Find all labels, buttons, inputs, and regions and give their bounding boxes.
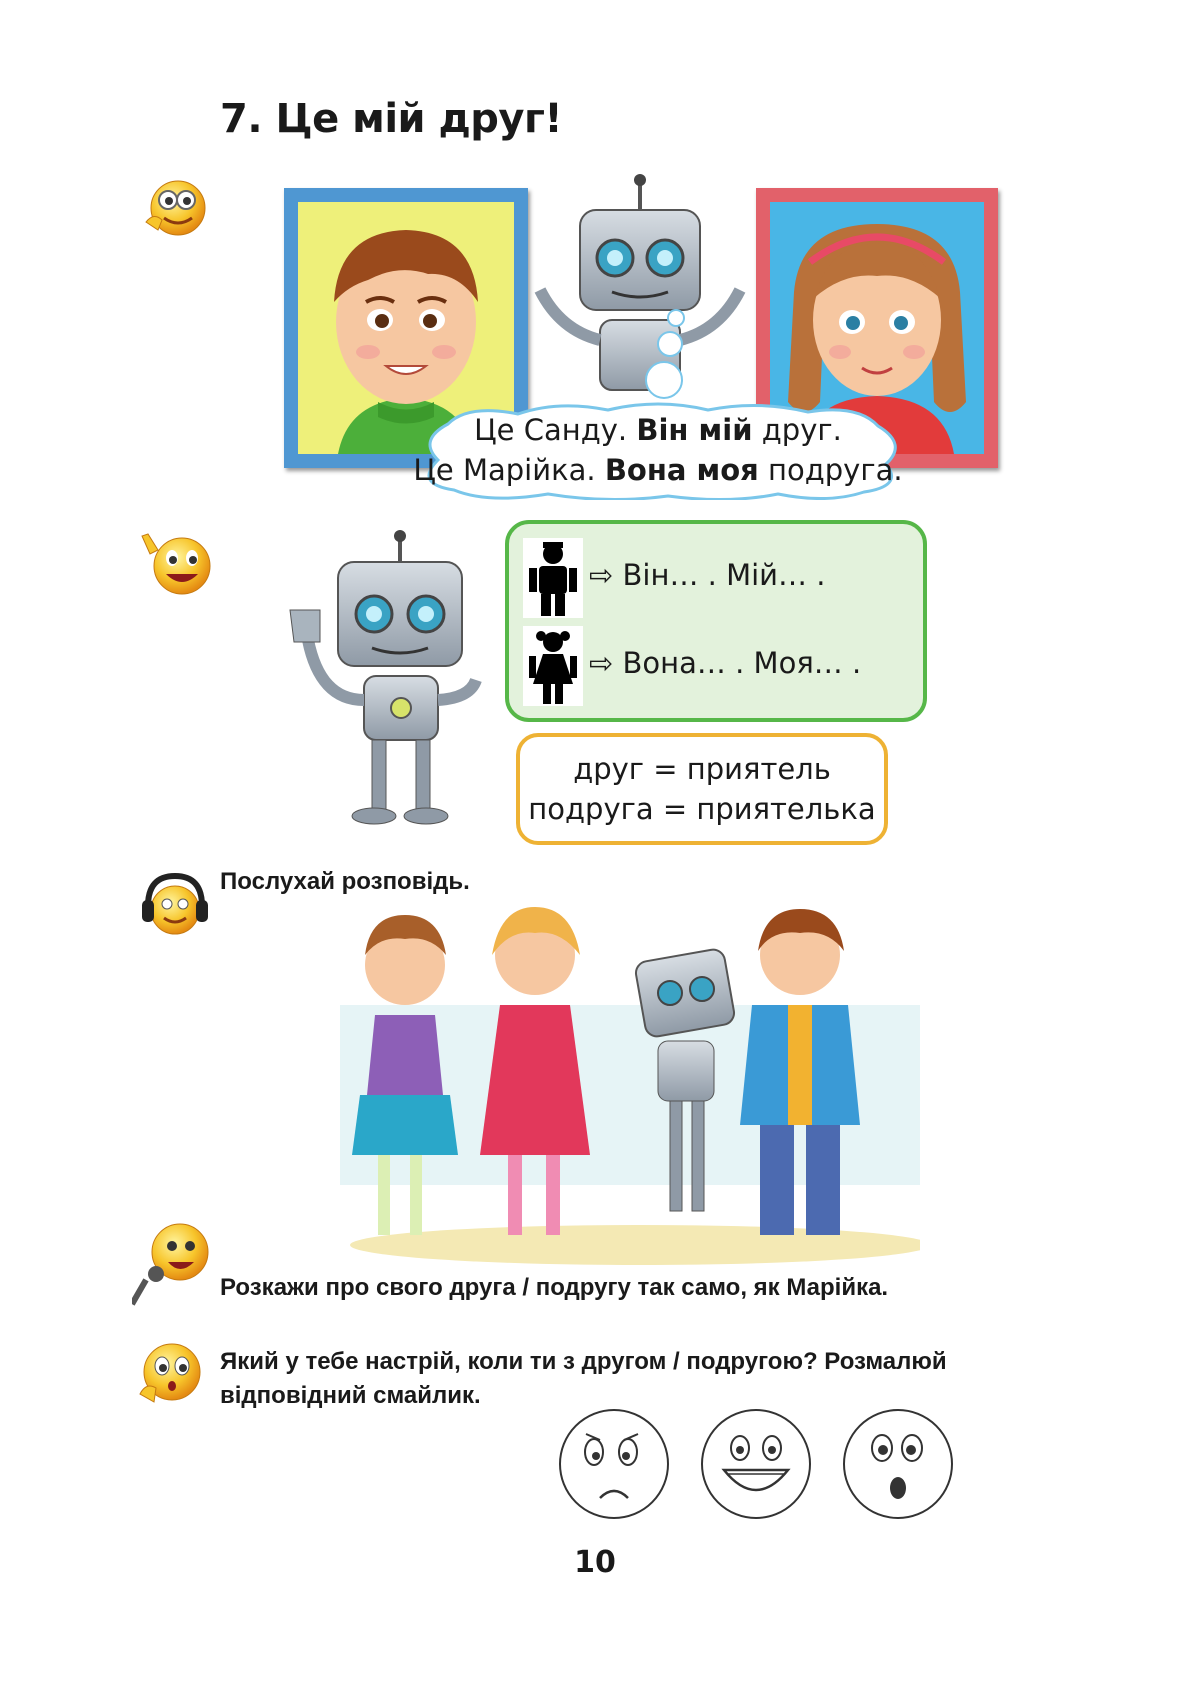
thinking-smiley-icon	[134, 1340, 204, 1414]
arrow-icon: ⇨	[589, 558, 614, 592]
look-smiley-icon	[140, 176, 210, 242]
lesson-title: 7. Це мій друг!	[220, 96, 563, 142]
speech-line-1-part-c: друг.	[761, 413, 842, 447]
listen-instruction: Послухай розповідь.	[220, 868, 470, 895]
speech-text	[408, 410, 908, 490]
children-and-robot-scene	[340, 895, 920, 1269]
pointing-smiley-icon	[136, 530, 216, 604]
boy-pronoun-text: Він… . Мій… .	[622, 558, 826, 592]
girl-silhouette-icon	[523, 626, 583, 706]
girl-pronoun-line	[589, 646, 861, 680]
speech-line-1-bold: Він мій	[636, 413, 753, 447]
microphone-smiley-icon	[132, 1218, 212, 1312]
girl-pronoun-text: Вона… . Моя… .	[622, 646, 862, 680]
speech-line-2	[408, 450, 908, 490]
boy-pronoun-line	[589, 558, 825, 592]
speech-line-2-bold: Вона моя	[604, 453, 759, 487]
synonym-line-2: подруга = приятелька	[528, 792, 876, 826]
headphones-smiley-icon	[140, 870, 210, 944]
tell-instruction: Розкажи про свого друга / подругу так само, як Марійка.	[220, 1274, 889, 1301]
mood-instruction-line-2: відповідний смайлик.	[220, 1382, 481, 1409]
speech-line-1-part-a: Це Санду.	[474, 413, 628, 447]
page-number: 10	[574, 1545, 616, 1580]
pronoun-box	[505, 520, 927, 722]
thought-bubbles	[636, 306, 696, 410]
speech-line-1	[408, 410, 908, 450]
boy-silhouette-icon	[523, 538, 583, 618]
speech-line-2-part-c: подруга.	[768, 453, 903, 487]
arrow-icon: ⇨	[589, 646, 614, 680]
sad-face-icon[interactable]	[556, 1406, 672, 1526]
robot-illustration-waving	[280, 530, 500, 834]
synonym-line-1: друг = приятель	[573, 752, 831, 786]
synonyms-box	[516, 733, 888, 845]
mood-instruction-line-1: Який у тебе настрій, коли ти з другом / подругою? Розмалюй	[220, 1348, 947, 1375]
surprised-face-icon[interactable]	[840, 1406, 956, 1526]
speech-line-2-part-a: Це Марійка.	[413, 453, 596, 487]
happy-face-icon[interactable]	[698, 1406, 814, 1526]
